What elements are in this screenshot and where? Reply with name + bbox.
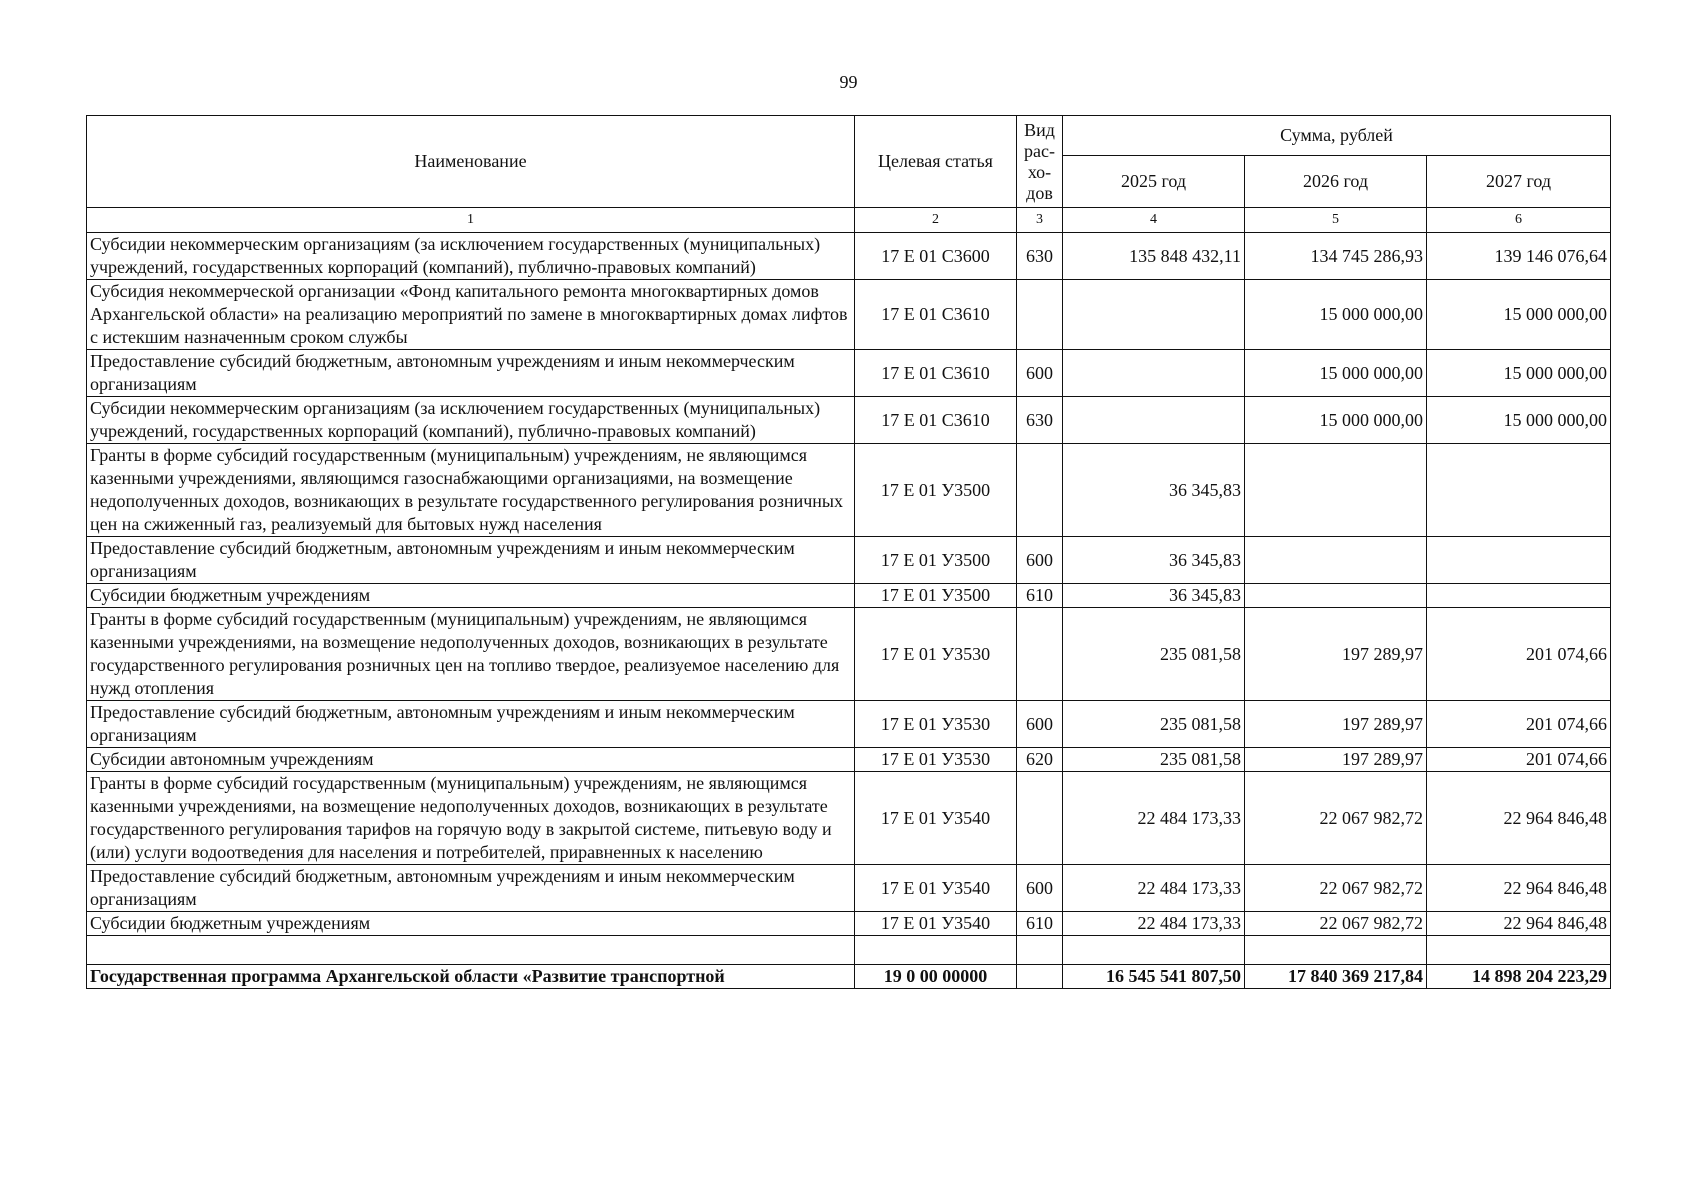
row-target-article: 17 Е 01 С3610 bbox=[855, 280, 1017, 350]
page-number: 99 bbox=[839, 72, 858, 92]
row-expense-type: 620 bbox=[1017, 748, 1063, 772]
row-amount-2025: 36 345,83 bbox=[1063, 537, 1245, 584]
table-row bbox=[87, 280, 1611, 350]
row-target-article: 17 Е 01 У3530 bbox=[855, 748, 1017, 772]
row-expense-type: 600 bbox=[1017, 865, 1063, 912]
row-target-article: 17 Е 01 С3600 bbox=[855, 233, 1017, 280]
empty-cell bbox=[1063, 936, 1245, 965]
empty-cell bbox=[1017, 936, 1063, 965]
header-expense-type: Вид рас-хо-дов bbox=[1017, 116, 1063, 208]
empty-row bbox=[87, 936, 1611, 965]
row-name: Субсидия некоммерческой организации «Фонд капитального ремонта многоквартирных домов Архангельской области» на реализацию мероприятий по замене в многоквартирных домах лифтов с истекшим назначенным сроком службы bbox=[87, 280, 855, 350]
column-number: 1 bbox=[87, 208, 855, 233]
row-target-article: 17 Е 01 У3500 bbox=[855, 537, 1017, 584]
row-amount-2027: 15 000 000,00 bbox=[1427, 280, 1611, 350]
row-amount-2026: 22 067 982,72 bbox=[1245, 912, 1427, 936]
column-number: 4 bbox=[1063, 208, 1245, 233]
program-amount-2026: 17 840 369 217,84 bbox=[1245, 965, 1427, 989]
row-amount-2026 bbox=[1245, 537, 1427, 584]
row-expense-type bbox=[1017, 772, 1063, 865]
table-row bbox=[87, 444, 1611, 537]
table-row bbox=[87, 233, 1611, 280]
column-number: 3 bbox=[1017, 208, 1063, 233]
table-row bbox=[87, 912, 1611, 936]
column-number: 6 bbox=[1427, 208, 1611, 233]
row-amount-2026: 134 745 286,93 bbox=[1245, 233, 1427, 280]
table-row bbox=[87, 537, 1611, 584]
row-name: Предоставление субсидий бюджетным, автономным учреждениям и иным некоммерческим организациям bbox=[87, 350, 855, 397]
row-amount-2025: 36 345,83 bbox=[1063, 584, 1245, 608]
row-name: Субсидии некоммерческим организациям (за исключением государственных (муниципальных) учреждений, государственных корпораций (компаний), публично-правовых компаний) bbox=[87, 397, 855, 444]
empty-cell bbox=[855, 936, 1017, 965]
row-amount-2026 bbox=[1245, 444, 1427, 537]
row-amount-2025: 135 848 432,11 bbox=[1063, 233, 1245, 280]
empty-cell bbox=[87, 936, 855, 965]
row-name: Субсидии бюджетным учреждениям bbox=[87, 912, 855, 936]
row-name: Субсидии автономным учреждениям bbox=[87, 748, 855, 772]
row-amount-2025 bbox=[1063, 350, 1245, 397]
row-expense-type: 600 bbox=[1017, 701, 1063, 748]
table-row bbox=[87, 701, 1611, 748]
empty-cell bbox=[1427, 936, 1611, 965]
column-number: 5 bbox=[1245, 208, 1427, 233]
row-amount-2026: 22 067 982,72 bbox=[1245, 772, 1427, 865]
program-total-row bbox=[87, 965, 1611, 989]
row-amount-2027: 22 964 846,48 bbox=[1427, 865, 1611, 912]
header-name: Наименование bbox=[87, 116, 855, 208]
table-row bbox=[87, 608, 1611, 701]
row-amount-2027: 15 000 000,00 bbox=[1427, 350, 1611, 397]
table-row bbox=[87, 350, 1611, 397]
row-expense-type: 600 bbox=[1017, 350, 1063, 397]
program-target-article: 19 0 00 00000 bbox=[855, 965, 1017, 989]
row-target-article: 17 Е 01 У3540 bbox=[855, 865, 1017, 912]
row-amount-2027 bbox=[1427, 444, 1611, 537]
row-target-article: 17 Е 01 У3500 bbox=[855, 584, 1017, 608]
row-amount-2025 bbox=[1063, 397, 1245, 444]
table-header bbox=[87, 116, 1611, 233]
row-amount-2025 bbox=[1063, 280, 1245, 350]
row-expense-type bbox=[1017, 280, 1063, 350]
row-expense-type: 600 bbox=[1017, 537, 1063, 584]
row-amount-2026: 197 289,97 bbox=[1245, 701, 1427, 748]
row-name: Предоставление субсидий бюджетным, автономным учреждениям и иным некоммерческим организациям bbox=[87, 537, 855, 584]
row-target-article: 17 Е 01 У3540 bbox=[855, 912, 1017, 936]
column-numbers-row bbox=[87, 208, 1611, 233]
table-row bbox=[87, 397, 1611, 444]
column-number: 2 bbox=[855, 208, 1017, 233]
header-year-2026: 2026 год bbox=[1245, 156, 1427, 208]
row-name: Субсидии некоммерческим организациям (за исключением государственных (муниципальных) учреждений, государственных корпораций (компаний), публично-правовых компаний) bbox=[87, 233, 855, 280]
row-amount-2027: 22 964 846,48 bbox=[1427, 772, 1611, 865]
row-amount-2025: 22 484 173,33 bbox=[1063, 912, 1245, 936]
row-target-article: 17 Е 01 С3610 bbox=[855, 397, 1017, 444]
row-amount-2025: 235 081,58 bbox=[1063, 748, 1245, 772]
row-amount-2026 bbox=[1245, 584, 1427, 608]
empty-cell bbox=[1245, 936, 1427, 965]
row-target-article: 17 Е 01 У3500 bbox=[855, 444, 1017, 537]
row-amount-2027: 22 964 846,48 bbox=[1427, 912, 1611, 936]
row-amount-2026: 197 289,97 bbox=[1245, 608, 1427, 701]
row-expense-type: 630 bbox=[1017, 397, 1063, 444]
header-year-2025: 2025 год bbox=[1063, 156, 1245, 208]
row-amount-2027 bbox=[1427, 537, 1611, 584]
row-target-article: 17 Е 01 С3610 bbox=[855, 350, 1017, 397]
header-sum: Сумма, рублей bbox=[1063, 116, 1611, 156]
program-name: Государственная программа Архангельской области «Развитие транспортной bbox=[87, 965, 855, 989]
row-name: Гранты в форме субсидий государственным (муниципальным) учреждениям, не являющимся казенными учреждениями, являющимся газоснабжающими организациями, на возмещение недополученных доходов, возникающих в результате государственного регулирования розничных цен на сжиженный газ, реализуемый для бытовых нужд населения bbox=[87, 444, 855, 537]
row-amount-2027: 201 074,66 bbox=[1427, 701, 1611, 748]
row-expense-type bbox=[1017, 444, 1063, 537]
row-amount-2027 bbox=[1427, 584, 1611, 608]
header-year-2027: 2027 год bbox=[1427, 156, 1611, 208]
row-name: Предоставление субсидий бюджетным, автономным учреждениям и иным некоммерческим организациям bbox=[87, 865, 855, 912]
row-amount-2026: 15 000 000,00 bbox=[1245, 350, 1427, 397]
row-name: Субсидии бюджетным учреждениям bbox=[87, 584, 855, 608]
table-body bbox=[87, 233, 1611, 989]
row-amount-2026: 15 000 000,00 bbox=[1245, 280, 1427, 350]
program-expense-type bbox=[1017, 965, 1063, 989]
row-amount-2026: 15 000 000,00 bbox=[1245, 397, 1427, 444]
row-expense-type bbox=[1017, 608, 1063, 701]
row-expense-type: 630 bbox=[1017, 233, 1063, 280]
row-amount-2027: 15 000 000,00 bbox=[1427, 397, 1611, 444]
row-target-article: 17 Е 01 У3540 bbox=[855, 772, 1017, 865]
table-row bbox=[87, 748, 1611, 772]
row-amount-2026: 197 289,97 bbox=[1245, 748, 1427, 772]
row-target-article: 17 Е 01 У3530 bbox=[855, 608, 1017, 701]
table-row bbox=[87, 865, 1611, 912]
row-name: Предоставление субсидий бюджетным, автономным учреждениям и иным некоммерческим организациям bbox=[87, 701, 855, 748]
row-amount-2026: 22 067 982,72 bbox=[1245, 865, 1427, 912]
row-expense-type: 610 bbox=[1017, 584, 1063, 608]
row-name: Гранты в форме субсидий государственным (муниципальным) учреждениям, не являющимся казенными учреждениями, на возмещение недополученных доходов, возникающих в результате государственного регулирования розничных цен на топливо твердое, реализуемое населению для нужд отопления bbox=[87, 608, 855, 701]
row-amount-2027: 201 074,66 bbox=[1427, 748, 1611, 772]
row-target-article: 17 Е 01 У3530 bbox=[855, 701, 1017, 748]
header-target-article: Целевая статья bbox=[855, 116, 1017, 208]
budget-table bbox=[86, 115, 1611, 989]
row-amount-2025: 36 345,83 bbox=[1063, 444, 1245, 537]
table-row bbox=[87, 772, 1611, 865]
row-amount-2025: 235 081,58 bbox=[1063, 608, 1245, 701]
row-amount-2025: 22 484 173,33 bbox=[1063, 865, 1245, 912]
row-amount-2027: 139 146 076,64 bbox=[1427, 233, 1611, 280]
row-amount-2025: 235 081,58 bbox=[1063, 701, 1245, 748]
row-amount-2025: 22 484 173,33 bbox=[1063, 772, 1245, 865]
table-row bbox=[87, 584, 1611, 608]
row-amount-2027: 201 074,66 bbox=[1427, 608, 1611, 701]
row-expense-type: 610 bbox=[1017, 912, 1063, 936]
program-amount-2027: 14 898 204 223,29 bbox=[1427, 965, 1611, 989]
row-name: Гранты в форме субсидий государственным (муниципальным) учреждениям, не являющимся казенными учреждениями, на возмещение недополученных доходов, возникающих в результате государственного регулирования тарифов на горячую воду в закрытой системе, питьевую воду и (или) услуги водоотведения для населения и потребителей, приравненных к населению bbox=[87, 772, 855, 865]
program-amount-2025: 16 545 541 807,50 bbox=[1063, 965, 1245, 989]
